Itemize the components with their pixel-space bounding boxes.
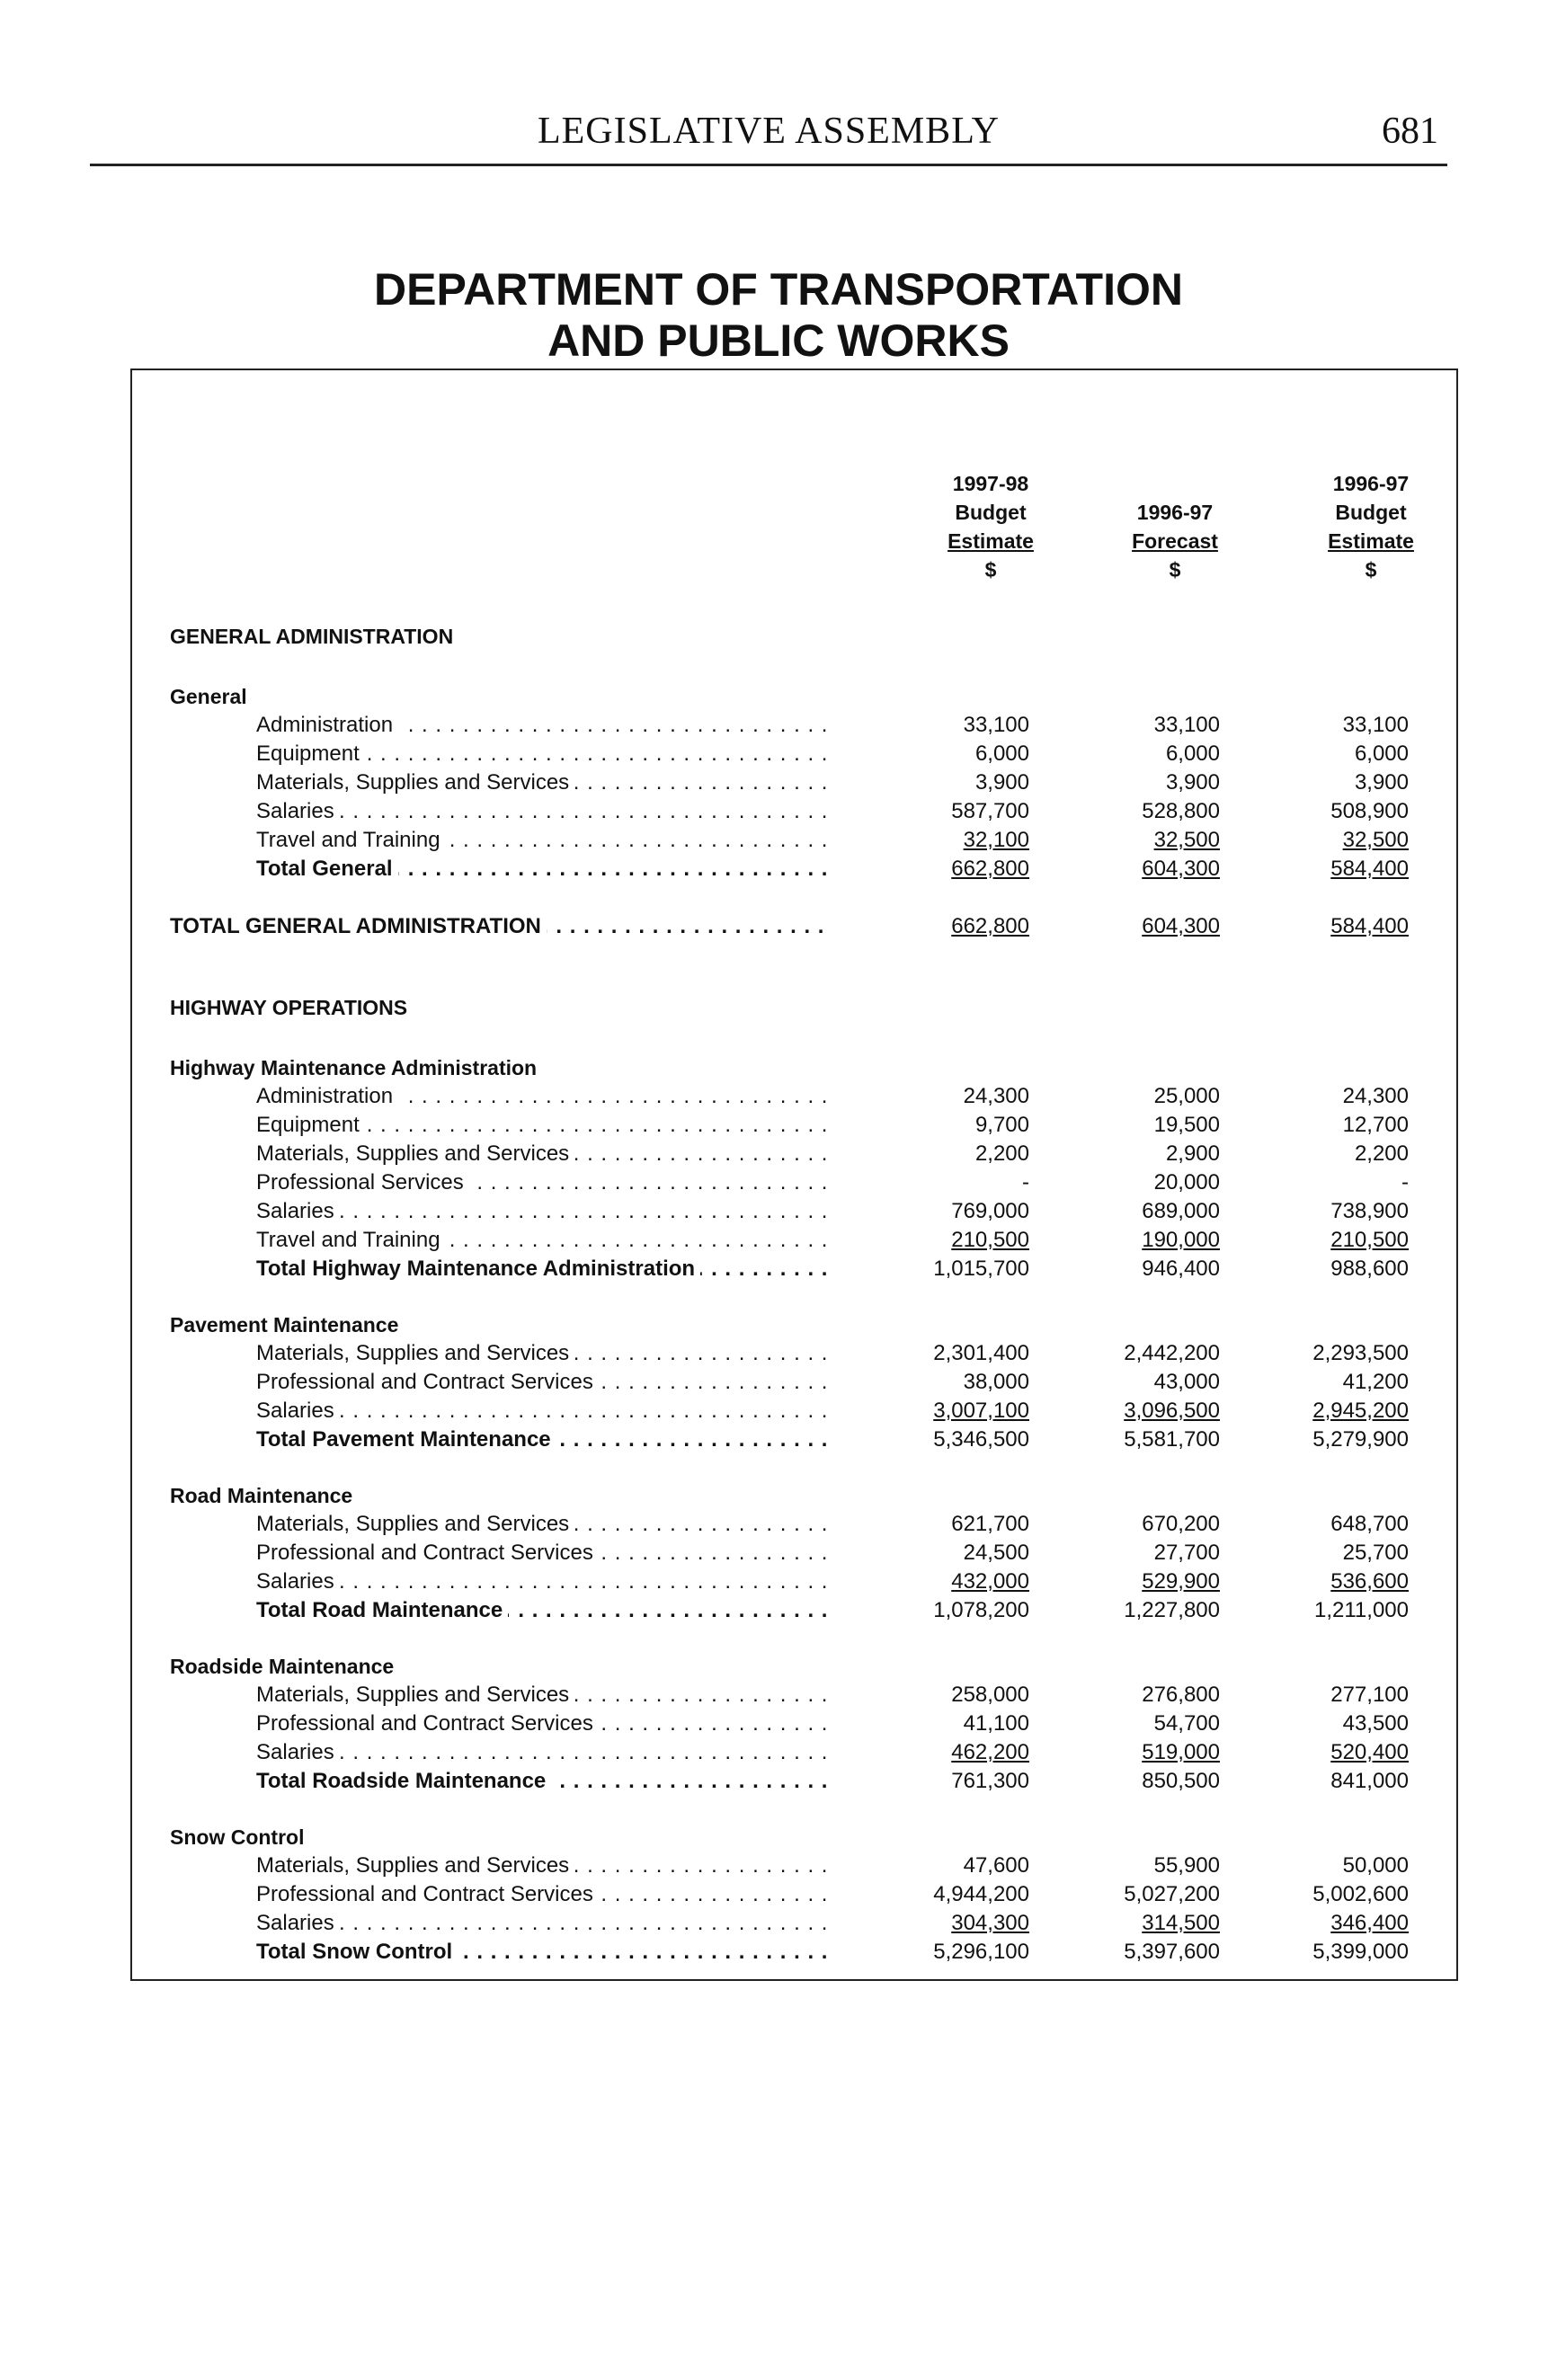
value-cell: 5,296,100 bbox=[933, 1940, 1029, 1964]
row-label: Road Maintenance bbox=[170, 1484, 358, 1507]
value-cell: 1,227,800 bbox=[1124, 1598, 1220, 1622]
value-cell: 2,945,200 bbox=[1312, 1399, 1409, 1423]
row-label: Travel and Training bbox=[256, 828, 446, 852]
row-label: Salaries bbox=[256, 799, 340, 823]
row-label: Materials, Supplies and Services bbox=[256, 1683, 574, 1707]
value-cell: 20,000 bbox=[1153, 1170, 1220, 1194]
value-cell: 24,300 bbox=[963, 1084, 1029, 1108]
value-cell: 24,500 bbox=[963, 1541, 1029, 1565]
value-cell: 2,293,500 bbox=[1312, 1341, 1409, 1365]
table-row bbox=[132, 1397, 1456, 1425]
value-cell: 662,800 bbox=[951, 857, 1029, 881]
row-label: Snow Control bbox=[170, 1825, 309, 1849]
running-title: LEGISLATIVE ASSEMBLY bbox=[538, 111, 1000, 152]
value-cell: 32,500 bbox=[1153, 828, 1220, 852]
value-cell: 3,900 bbox=[974, 770, 1029, 795]
table-row bbox=[132, 1197, 1456, 1226]
value-cell: 584,400 bbox=[1330, 914, 1409, 938]
total-row bbox=[132, 1255, 1456, 1283]
row-label: Materials, Supplies and Services bbox=[256, 1853, 574, 1878]
value-cell: 33,100 bbox=[963, 713, 1029, 737]
total-row bbox=[132, 1425, 1456, 1454]
row-label: Total Highway Maintenance Administration bbox=[256, 1257, 700, 1281]
value-cell: 24,300 bbox=[1342, 1084, 1409, 1108]
column-header-line: Estimate bbox=[948, 529, 1034, 553]
row-label: Salaries bbox=[256, 1569, 340, 1594]
group-row bbox=[132, 1823, 1456, 1852]
department-title-line-1: DEPARTMENT OF TRANSPORTATION bbox=[374, 264, 1183, 315]
table-row bbox=[132, 1567, 1456, 1596]
table-row bbox=[132, 1681, 1456, 1710]
column-header-line: 1996-97 bbox=[1332, 472, 1410, 495]
value-cell: 314,500 bbox=[1142, 1911, 1220, 1935]
running-head bbox=[90, 110, 1447, 166]
row-label: Pavement Maintenance bbox=[170, 1313, 404, 1337]
budget-table-box bbox=[130, 369, 1458, 1981]
table-row bbox=[132, 1852, 1456, 1880]
row-label: GENERAL ADMINISTRATION bbox=[170, 625, 458, 648]
column-header-3 bbox=[1263, 469, 1479, 584]
row-label: Administration bbox=[256, 713, 398, 737]
value-cell: 462,200 bbox=[951, 1740, 1029, 1764]
value-cell: 25,000 bbox=[1153, 1084, 1220, 1108]
group-row bbox=[132, 1310, 1456, 1339]
value-cell: 5,397,600 bbox=[1124, 1940, 1220, 1964]
value-cell: 2,301,400 bbox=[933, 1341, 1029, 1365]
value-cell: 276,800 bbox=[1142, 1683, 1220, 1707]
value-cell: 27,700 bbox=[1153, 1541, 1220, 1565]
value-cell: 662,800 bbox=[951, 914, 1029, 938]
row-label: Materials, Supplies and Services bbox=[256, 770, 574, 795]
value-cell: 50,000 bbox=[1342, 1853, 1409, 1878]
value-cell: 604,300 bbox=[1142, 914, 1220, 938]
value-cell: 1,211,000 bbox=[1314, 1598, 1409, 1622]
value-cell: 5,279,900 bbox=[1312, 1427, 1409, 1452]
table-row bbox=[132, 1909, 1456, 1938]
grand-row bbox=[132, 912, 1456, 941]
value-cell: 536,600 bbox=[1330, 1569, 1409, 1594]
value-cell: 190,000 bbox=[1142, 1228, 1220, 1252]
value-cell: 54,700 bbox=[1153, 1711, 1220, 1736]
row-label: TOTAL GENERAL ADMINISTRATION bbox=[170, 914, 547, 938]
total-row bbox=[132, 1596, 1456, 1625]
total-row bbox=[132, 1938, 1456, 1967]
table-row bbox=[132, 797, 1456, 826]
row-label: Travel and Training bbox=[256, 1228, 446, 1252]
table-row bbox=[132, 1111, 1456, 1140]
value-cell: 55,900 bbox=[1153, 1853, 1220, 1878]
table-row bbox=[132, 1710, 1456, 1738]
value-cell: 508,900 bbox=[1330, 799, 1409, 823]
total-row bbox=[132, 1767, 1456, 1796]
row-label: Roadside Maintenance bbox=[170, 1655, 399, 1678]
value-cell: 6,000 bbox=[974, 742, 1029, 766]
table-row bbox=[132, 1140, 1456, 1168]
value-cell: 3,096,500 bbox=[1124, 1399, 1220, 1423]
value-cell: 988,600 bbox=[1330, 1257, 1409, 1281]
table-row bbox=[132, 1880, 1456, 1909]
group-row bbox=[132, 1481, 1456, 1510]
value-cell: 432,000 bbox=[951, 1569, 1029, 1594]
column-header-line: Estimate bbox=[1328, 529, 1414, 553]
value-cell: 3,007,100 bbox=[933, 1399, 1029, 1423]
value-cell: 529,900 bbox=[1142, 1569, 1220, 1594]
column-header-line: 1996-97 bbox=[1136, 501, 1214, 524]
table-row bbox=[132, 768, 1456, 797]
value-cell: 5,346,500 bbox=[933, 1427, 1029, 1452]
row-label: Salaries bbox=[256, 1399, 340, 1423]
value-cell: 946,400 bbox=[1142, 1257, 1220, 1281]
value-cell: 304,300 bbox=[951, 1911, 1029, 1935]
value-cell: 277,100 bbox=[1330, 1683, 1409, 1707]
row-label: Professional and Contract Services bbox=[256, 1882, 599, 1906]
group-row bbox=[132, 682, 1456, 711]
column-header-line: $ bbox=[1169, 558, 1181, 582]
value-cell: 43,000 bbox=[1153, 1370, 1220, 1394]
table-row bbox=[132, 826, 1456, 855]
row-label: HIGHWAY OPERATIONS bbox=[170, 996, 413, 1019]
value-cell: 2,442,200 bbox=[1124, 1341, 1220, 1365]
value-cell: 2,200 bbox=[1354, 1141, 1409, 1166]
row-label: General bbox=[170, 685, 253, 708]
value-cell: 12,700 bbox=[1342, 1113, 1409, 1137]
row-label: Total Roadside Maintenance bbox=[256, 1769, 551, 1793]
row-label: Professional and Contract Services bbox=[256, 1370, 599, 1394]
value-cell: 5,027,200 bbox=[1124, 1882, 1220, 1906]
value-cell: 528,800 bbox=[1142, 799, 1220, 823]
value-cell: 210,500 bbox=[951, 1228, 1029, 1252]
value-cell: 346,400 bbox=[1330, 1911, 1409, 1935]
value-cell: 584,400 bbox=[1330, 857, 1409, 881]
value-cell: 841,000 bbox=[1330, 1769, 1409, 1793]
value-cell: 4,944,200 bbox=[933, 1882, 1029, 1906]
row-label: Salaries bbox=[256, 1740, 340, 1764]
table-row bbox=[132, 1539, 1456, 1567]
value-cell: 689,000 bbox=[1142, 1199, 1220, 1223]
row-label: Materials, Supplies and Services bbox=[256, 1341, 574, 1365]
value-cell: 648,700 bbox=[1330, 1512, 1409, 1536]
page-number: 681 bbox=[1382, 111, 1438, 152]
table-row bbox=[132, 1082, 1456, 1111]
section-row bbox=[132, 993, 1456, 1022]
table-row bbox=[132, 711, 1456, 740]
value-cell: 1,015,700 bbox=[933, 1257, 1029, 1281]
row-label: Equipment bbox=[256, 1113, 365, 1137]
value-cell: 19,500 bbox=[1153, 1113, 1220, 1137]
value-cell: 2,900 bbox=[1165, 1141, 1220, 1166]
value-cell: 587,700 bbox=[951, 799, 1029, 823]
value-cell: 41,100 bbox=[963, 1711, 1029, 1736]
value-cell: 25,700 bbox=[1342, 1541, 1409, 1565]
value-cell: 33,100 bbox=[1153, 713, 1220, 737]
column-header-line: $ bbox=[984, 558, 997, 582]
table-row bbox=[132, 1226, 1456, 1255]
value-cell: 33,100 bbox=[1342, 713, 1409, 737]
section-row bbox=[132, 622, 1456, 651]
department-title-line-2: AND PUBLIC WORKS bbox=[547, 315, 1010, 366]
value-cell: 670,200 bbox=[1142, 1512, 1220, 1536]
column-header-line: $ bbox=[1365, 558, 1377, 582]
value-cell: 850,500 bbox=[1142, 1769, 1220, 1793]
table-row bbox=[132, 740, 1456, 768]
value-cell: - bbox=[1022, 1170, 1029, 1194]
value-cell: - bbox=[1401, 1170, 1409, 1194]
value-cell: 9,700 bbox=[974, 1113, 1029, 1137]
column-header-1 bbox=[883, 469, 1099, 584]
value-cell: 5,399,000 bbox=[1312, 1940, 1409, 1964]
table-row bbox=[132, 1368, 1456, 1397]
value-cell: 3,900 bbox=[1354, 770, 1409, 795]
value-cell: 6,000 bbox=[1354, 742, 1409, 766]
value-cell: 3,900 bbox=[1165, 770, 1220, 795]
table-row bbox=[132, 1510, 1456, 1539]
value-cell: 604,300 bbox=[1142, 857, 1220, 881]
value-cell: 32,500 bbox=[1342, 828, 1409, 852]
group-row bbox=[132, 1652, 1456, 1681]
table-row bbox=[132, 1738, 1456, 1767]
row-label: Highway Maintenance Administration bbox=[170, 1056, 542, 1079]
row-label: Professional and Contract Services bbox=[256, 1711, 599, 1736]
column-header-2 bbox=[1067, 498, 1283, 584]
value-cell: 47,600 bbox=[963, 1853, 1029, 1878]
row-label: Materials, Supplies and Services bbox=[256, 1512, 574, 1536]
value-cell: 520,400 bbox=[1330, 1740, 1409, 1764]
value-cell: 1,078,200 bbox=[933, 1598, 1029, 1622]
value-cell: 210,500 bbox=[1330, 1228, 1409, 1252]
value-cell: 5,002,600 bbox=[1312, 1882, 1409, 1906]
value-cell: 43,500 bbox=[1342, 1711, 1409, 1736]
value-cell: 41,200 bbox=[1342, 1370, 1409, 1394]
row-label: Total Pavement Maintenance bbox=[256, 1427, 556, 1452]
total-row bbox=[132, 855, 1456, 884]
value-cell: 38,000 bbox=[963, 1370, 1029, 1394]
value-cell: 2,200 bbox=[974, 1141, 1029, 1166]
row-label: Materials, Supplies and Services bbox=[256, 1141, 574, 1166]
row-label: Total Road Maintenance bbox=[256, 1598, 508, 1622]
value-cell: 761,300 bbox=[951, 1769, 1029, 1793]
row-label: Administration bbox=[256, 1084, 398, 1108]
value-cell: 621,700 bbox=[951, 1512, 1029, 1536]
row-label: Total General bbox=[256, 857, 398, 881]
column-header-line: Budget bbox=[1335, 501, 1407, 524]
value-cell: 519,000 bbox=[1142, 1740, 1220, 1764]
column-header-line: Forecast bbox=[1132, 529, 1218, 553]
group-row bbox=[132, 1053, 1456, 1082]
value-cell: 32,100 bbox=[963, 828, 1029, 852]
row-label: Professional and Contract Services bbox=[256, 1541, 599, 1565]
value-cell: 769,000 bbox=[951, 1199, 1029, 1223]
value-cell: 738,900 bbox=[1330, 1199, 1409, 1223]
value-cell: 5,581,700 bbox=[1124, 1427, 1220, 1452]
column-header-line: Budget bbox=[955, 501, 1027, 524]
row-label: Salaries bbox=[256, 1199, 340, 1223]
table-row bbox=[132, 1168, 1456, 1197]
row-label: Total Snow Control bbox=[256, 1940, 458, 1964]
table-row bbox=[132, 1339, 1456, 1368]
row-label: Professional Services bbox=[256, 1170, 469, 1194]
row-label: Salaries bbox=[256, 1911, 340, 1935]
column-header-line: 1997-98 bbox=[952, 472, 1029, 495]
row-label: Equipment bbox=[256, 742, 365, 766]
value-cell: 6,000 bbox=[1165, 742, 1220, 766]
value-cell: 258,000 bbox=[951, 1683, 1029, 1707]
